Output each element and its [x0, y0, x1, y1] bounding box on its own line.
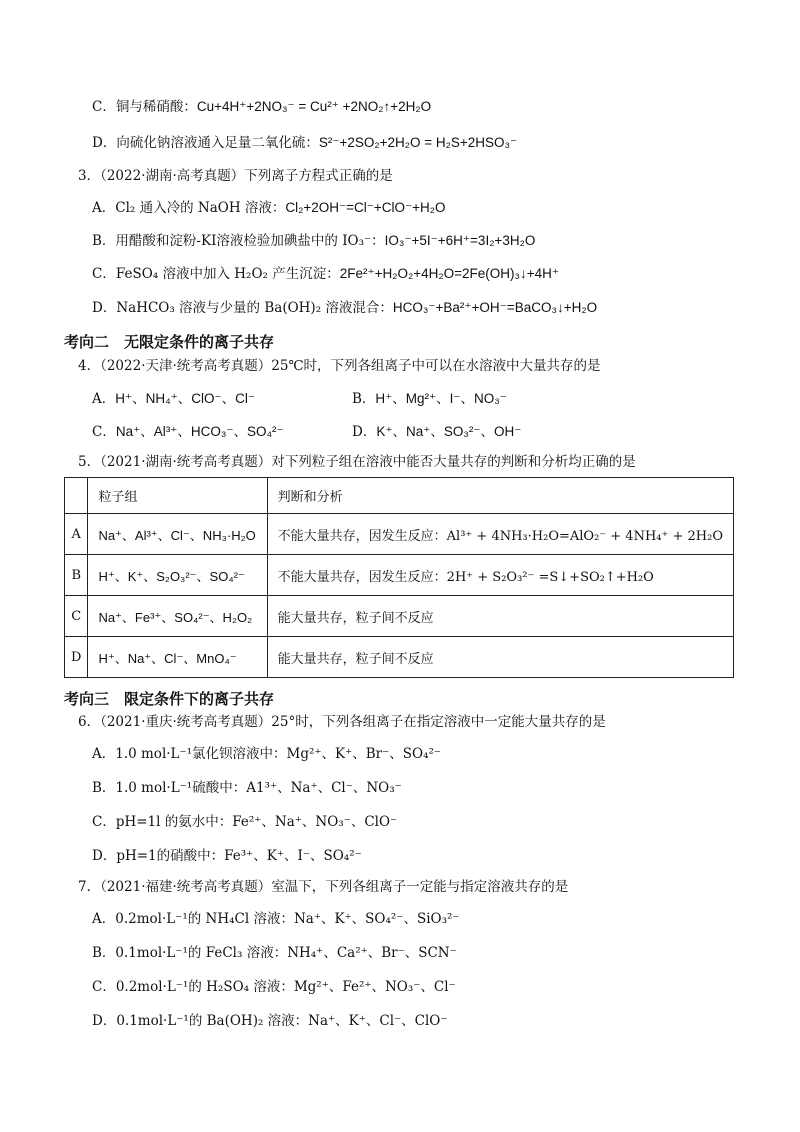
q5-header-blank [65, 478, 88, 514]
q5-row-ions: Na⁺、Al³⁺、Cl⁻、NH₃·H₂O [88, 514, 267, 555]
table-row [65, 555, 734, 596]
q4-option-b-ions: H⁺、Mg²⁺、I⁻、NO₃⁻ [375, 391, 507, 406]
q4-option-d-label: D． [352, 424, 377, 440]
q6-option-a: A．1.0 mol·L⁻¹氯化钡溶液中：Mg²⁺、K⁺、Br⁻、SO₄²⁻ [92, 746, 442, 762]
q5-table [64, 477, 734, 678]
q5-header-ions: 粒子组 [88, 478, 267, 514]
q7-option-b: B．0.1mol·L⁻¹的 FeCl₃ 溶液：NH₄⁺、Ca²⁺、Br⁻、SCN⁻ [92, 945, 457, 961]
q3-stem: 3．（2022·湖南·高考真题）下列离子方程式正确的是 [78, 168, 393, 184]
q7-option-d: D．0.1mol·L⁻¹的 Ba(OH)₂ 溶液：Na⁺、K⁺、Cl⁻、ClO⁻ [92, 1013, 448, 1029]
q3-option-a [92, 199, 446, 217]
q5-row-analysis: 不能大量共存，因发生反应：Al³⁺ + 4NH₃·H₂O=AlO₂⁻ + 4NH₄⁺ + 2H₂O [267, 514, 733, 555]
q3-option-c-text: FeSO₄ 溶液中加入 H₂O₂ 产生沉淀： [115, 266, 340, 282]
q5-row-ions: H⁺、Na⁺、Cl⁻、MnO₄⁻ [88, 637, 267, 678]
q3-option-b-text: 用醋酸和淀粉-KI溶液检验加碘盐中的 IO₃⁻： [115, 233, 385, 249]
q5-row-label: D [65, 637, 88, 678]
q5-row-label: B [65, 555, 88, 596]
q2-option-d [92, 134, 517, 152]
q2-option-c [92, 98, 431, 116]
q3-option-d-text: NaHCO₃ 溶液与少量的 Ba(OH)₂ 溶液混合： [116, 300, 393, 316]
q6-stem: 6．（2021·重庆·统考高考真题）25°时，下列各组离子在指定溶液中一定能大量共存的是 [78, 714, 606, 730]
q3-option-c-label: C． [92, 266, 116, 282]
q4-option-c-label: C． [92, 424, 116, 440]
q5-table-header [65, 478, 734, 514]
q6-option-b: B．1.0 mol·L⁻¹硫酸中：A1³⁺、Na⁺、Cl⁻、NO₃⁻ [92, 780, 402, 796]
q4-option-c [92, 423, 284, 441]
q3-option-a-label: A． [92, 200, 116, 216]
q6-option-c: C．pH=1l 的氨水中：Fe²⁺、Na⁺、NO₃⁻、ClO⁻ [92, 814, 398, 830]
q7-option-a: A．0.2mol·L⁻¹的 NH₄Cl 溶液：Na⁺、K⁺、SO₄²⁻、SiO₃²⁻ [92, 911, 460, 927]
q5-stem: 5．（2021·湖南·统考高考真题）对下列粒子组在溶液中能否大量共存的判断和分析均正确的是 [78, 454, 636, 470]
q2-option-c-label: C． [92, 99, 116, 115]
q5-row-analysis: 能大量共存，粒子间不反应 [267, 596, 733, 637]
q3-option-c [92, 265, 559, 283]
q2-option-d-equation: S²⁻+2SO₂+2H₂O = H₂S+2HSO₃⁻ [318, 135, 518, 150]
q5-row-label: C [65, 596, 88, 637]
q3-option-b-equation: IO₃⁻+5I⁻+6H⁺=3I₂+3H₂O [384, 233, 536, 248]
section-heading-2: 考向二 无限定条件的离子共存 [64, 333, 275, 351]
q3-option-b [92, 232, 535, 250]
q7-option-c: C．0.2mol·L⁻¹的 H₂SO₄ 溶液：Mg²⁺、Fe²⁺、NO₃⁻、Cl⁻ [92, 979, 456, 995]
q4-option-a [92, 390, 255, 408]
q4-option-b [352, 390, 507, 408]
q5-row-analysis: 不能大量共存，因发生反应：2H⁺ + S₂O₃²⁻ =S↓+SO₂↑+H₂O [267, 555, 733, 596]
q2-option-d-label: D． [92, 135, 117, 151]
q4-option-a-ions: H⁺、NH₄⁺、ClO⁻、Cl⁻ [115, 391, 256, 406]
q3-option-b-label: B． [92, 233, 116, 249]
q4-option-d-ions: K⁺、Na⁺、SO₃²⁻、OH⁻ [376, 424, 522, 439]
q5-row-label: A [65, 514, 88, 555]
q3-option-a-text: Cl₂ 通入冷的 NaOH 溶液： [115, 200, 286, 216]
q3-option-d-equation: HCO₃⁻+Ba²⁺+OH⁻=BaCO₃↓+H₂O [392, 300, 598, 315]
q6-option-d: D．pH=1的硝酸中：Fe³⁺、K⁺、I⁻、SO₄²⁻ [92, 848, 362, 864]
q2-option-c-text: 铜与稀硝酸： [115, 99, 197, 115]
q3-option-d [92, 299, 597, 317]
table-row [65, 596, 734, 637]
q2-option-d-text: 向硫化钠溶液通入足量二氧化硫： [116, 135, 319, 151]
q4-stem: 4．（2022·天津·统考高考真题）25℃时，下列各组离子中可以在水溶液中大量共存的是 [78, 358, 601, 374]
q4-option-a-label: A． [92, 391, 116, 407]
table-row [65, 514, 734, 555]
q5-row-analysis: 能大量共存，粒子间不反应 [267, 637, 733, 678]
q4-option-b-label: B． [352, 391, 376, 407]
q4-option-d [352, 423, 521, 441]
q5-header-analysis: 判断和分析 [267, 478, 733, 514]
table-row [65, 637, 734, 678]
q2-option-c-equation: Cu+4H⁺+2NO₃⁻ = Cu²⁺ +2NO₂↑+2H₂O [196, 99, 432, 114]
q3-option-d-label: D． [92, 300, 117, 316]
q3-option-a-equation: Cl₂+2OH⁻=Cl⁻+ClO⁻+H₂O [285, 200, 446, 215]
section-heading-3: 考向三 限定条件下的离子共存 [64, 690, 275, 708]
q5-row-ions: H⁺、K⁺、S₂O₃²⁻、SO₄²⁻ [88, 555, 267, 596]
q7-stem: 7．（2021·福建·统考高考真题）室温下，下列各组离子一定能与指定溶液共存的是 [78, 879, 569, 895]
q5-row-ions: Na⁺、Fe³⁺、SO₄²⁻、H₂O₂ [88, 596, 267, 637]
q3-option-c-equation: 2Fe²⁺+H₂O₂+4H₂O=2Fe(OH)₃↓+4H⁺ [339, 266, 560, 281]
q4-option-c-ions: Na⁺、Al³⁺、HCO₃⁻、SO₄²⁻ [115, 424, 284, 439]
